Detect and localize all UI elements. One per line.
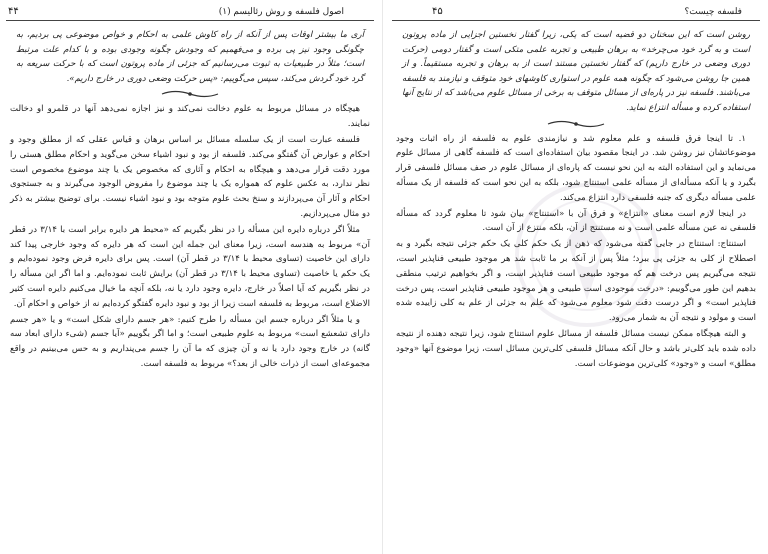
left-page-number: ۴۴ xyxy=(8,6,19,17)
right-paragraph: استنتاج: استنتاج در جایی گفته می‌شود که ذهن از یک حکم کلی یک حکم جزئی نتیجه بگیرد و به اصطلاح از کلی به جزئی پی ببرد؛ مثلاً پس از آنکه بر ما ثابت شد هر موجود طبیعی فناپذیر است، نتیجه می‌گیریم پس درخت هم که موجود طبیعی است فناپذیر است، و اگر بخواهیم ترتیب منطقی بدهیم این طور می‌گوییم: «درخت موجودی است طبیعی و هر موجود طبیعی فناپذیر است، پس درخت فناپذیر است» و اگر درست دقت شود معلوم می‌شود که علم به جزئی از علم به کلی زاییده شده است و مولود و نتیجه آن به شمار می‌رود. xyxy=(396,239,756,324)
right-paragraph: در اینجا لازم است معنای «انتزاع» و فرق آن با «استنتاج» بیان شود تا معلوم گردد که مسأله فلسفی نه عین مسأله علمی است و نه مستنتج از آن، بلکه منتزع از آن است. xyxy=(396,208,756,234)
divider-ornament-icon xyxy=(396,118,756,130)
right-page-header xyxy=(392,5,760,19)
left-paragraph: و یا مثلاً اگر درباره جسم این مسأله را طرح کنیم: «هر جسم دارای شکل است» و یا «هر جسم دارای تشعشع است» مربوط به علوم طبیعی است؛ و اما اگر بگوییم «آیا جسم (شیء دارای ابعاد سه گانه) در خارج وجود دارد یا نه و آن چیزی که ما آن را جسم می‌پنداریم و به حس می‌بینیم در واقع مجموعه‌ای است از ذرات خالی از بعد؟» مربوط به فلسفه است. xyxy=(10,314,370,369)
left-paragraph: هیچگاه در مسائل مربوط به علوم دخالت نمی‌کند و نیز اجازه نمی‌دهد آنها در قلمرو او دخالت نمایند. xyxy=(10,104,370,130)
right-running-title: فلسفه چیست؟ xyxy=(684,7,742,17)
right-page-body xyxy=(396,24,756,550)
left-quote: آری ما بیشتر اوقات پس از آنکه از راه کاوش علمی به احکام و خواص موضوعی پی بردیم، به چگونگی وجود نیز پی برده و می‌فهمیم که وجودش چگونه وجودی بوده و با کدام علت مرتبط است؛ مثلاً در طبیعیات به ثبوت می‌رسانیم که جزئی از ماده پروتون است که با حرکت سریعه به گرد خود گردش می‌کند، سپس می‌گوییم: «پس حرکت وضعی دوری در خارج داریم». xyxy=(16,30,364,84)
right-paragraph: و البته هیچگاه ممکن نیست مسائل فلسفه از مسائل علوم استنتاج شود، زیرا نتیجه دهنده از نتیجه داده شده باید کلی‌تر باشد و حال آنکه مسائل فلسفی کلی‌ترین مسائل است، زیرا موضوع آنها «وجود مطلق» است و «وجود» کلی‌ترین موضوعات است. xyxy=(396,328,756,369)
left-page-header xyxy=(6,5,374,19)
left-page-body xyxy=(10,24,370,550)
right-page-number: ۴۵ xyxy=(432,6,443,17)
right-paragraph: ۱. تا اینجا فرق فلسفه و علم معلوم شد و نیازمندی علوم به فلسفه از راه اثبات وجود موضوعاتشان نیز روشن شد. در اینجا مقصود بیان استفاده‌ای است که فلسفه گاهی از مسائل علوم می‌نماید و این استفاده البته به این نحو نیست که پاره‌ای از مسائل علوم در صف مسائل فلسفی قرار بگیرد و یا آنکه مسأله‌ای از مسأله علمی استنتاج شود، بلکه به این نحو است که فلسفه از یک مسأله علمی مسأله دیگری که جنبه فلسفی دارد انتزاع می‌کند. xyxy=(396,133,756,203)
left-paragraph: فلسفه عبارت است از یک سلسله مسائل بر اساس برهان و قیاس عقلی که از مطلق وجود و احکام و عوارض آن گفتگو می‌کند. فلسفه از بود و نبود اشیاء سخن می‌گوید و احکام مطلق هستی را مورد دقت قرار می‌دهد و هیچگاه به احکام و آثاری که مخصوص یک یا چند موضوع مخصوص است نظر ندارد، به عکس علوم که همواره یک یا چند موضوع را مفروض الوجود می‌گیرند و به جستجوی احکام و آثار آن می‌پردازند و سنخ بحث علوم متوجه بود و نبود اشیاء نیست. برای توضیح بیشتر به ذکر دو مثال می‌پردازیم. xyxy=(10,134,370,219)
left-page xyxy=(6,0,374,554)
left-paragraph: مثلاً اگر درباره دایره این مسأله را در نظر بگیریم که «محیط هر دایره برابر است با ۳/۱۴ در قطر آن» مربوط به هندسه است، زیرا معنای این جمله این است که هر دایره که وجود خارجی پیدا کند دارای این خاصیت (تساوی محیط با ۳/۱۴ در قطر آن) است. پس برای دایره فرض وجود نموده‌ایم و یک حکم یا خاصیت (تساوی محیط با ۳/۱۴ در قطر آن) برایش ثابت نموده‌ایم. و اما اگر این مسأله را در نظر بگیریم که آیا اصلاً در خارج، دایره وجود دارد یا نه، بلکه آنچه ما خیال می‌کنیم دایره است کثیر الاضلاع است، مربوط به فلسفه است زیرا از بود و نبود دایره گفتگو کرده‌ایم نه از خواص و احکام آن. xyxy=(10,224,370,309)
divider-ornament-icon xyxy=(10,88,370,100)
right-page xyxy=(392,0,760,554)
book-gutter xyxy=(382,0,383,554)
right-header-rule xyxy=(392,20,760,21)
left-running-title: اصول فلسفه و روش رئالیسم (۱) xyxy=(218,7,344,17)
right-quote: روشن است که این سخنان دو قضیه است که یکی، زیرا گفتار نخستین اجزایی از ماده پروتون است و به گرد خود می‌چرخد» به برهان طبیعی و تجربه علمی متکی است و گفتار دومی (حرکت دوری وضعی در خارج داریم) که گفتار نخستین مستند است از به برهان و تجربه مستقیماً. و از همین جا روشن می‌شود که چگونه همه علوم در استواری کاوشهای خود متوقف و نیازمند به فلسفه می‌باشند. فلسفه نیز در پاره‌ای از مسائل متوقف به برخی از مسائل علوم می‌باشد که از نتایج آنها استفاده کرده و مسأله انتزاع نماید. xyxy=(402,30,750,113)
left-header-rule xyxy=(6,20,374,21)
